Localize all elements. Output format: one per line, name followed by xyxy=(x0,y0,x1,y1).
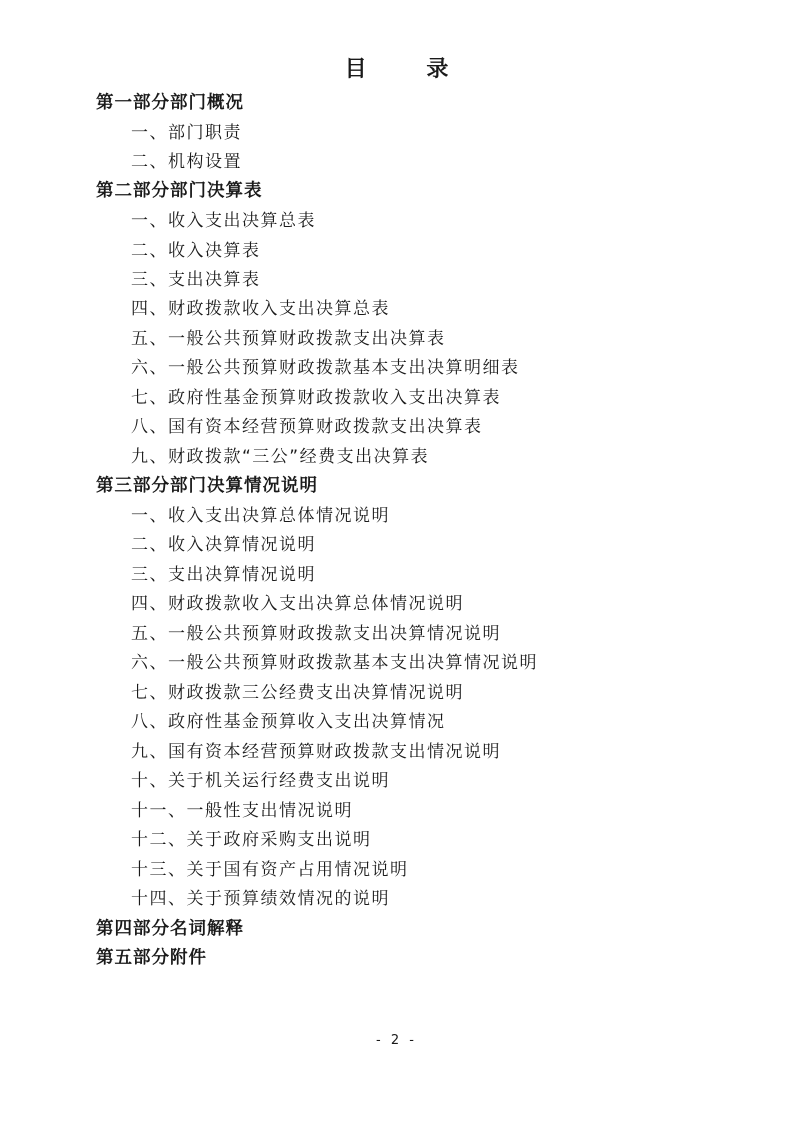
toc-entry: 七、财政拨款三公经费支出决算情况说明 xyxy=(131,683,464,703)
toc-entry: 三、支出决算情况说明 xyxy=(131,565,316,585)
toc-entry: 一、部门职责 xyxy=(131,123,242,143)
toc-entry: 二、机构设置 xyxy=(131,152,242,172)
toc-part-heading: 第四部分名词解释 xyxy=(96,919,244,939)
toc-title xyxy=(0,52,793,83)
toc-entry: 二、收入决算表 xyxy=(131,241,261,261)
toc-entry: 十三、关于国有资产占用情况说明 xyxy=(131,860,409,880)
toc-entry: 二、收入决算情况说明 xyxy=(131,535,316,555)
toc-entry: 八、政府性基金预算收入支出决算情况 xyxy=(131,712,446,732)
toc-part-heading: 第三部分部门决算情况说明 xyxy=(96,476,318,496)
toc-entry: 十一、一般性支出情况说明 xyxy=(131,801,353,821)
toc-title-text: 目 录 xyxy=(344,57,475,82)
toc-entry: 一、收入支出决算总表 xyxy=(131,211,316,231)
toc-entry: 五、一般公共预算财政拨款支出决算情况说明 xyxy=(131,624,501,644)
toc-entry: 七、政府性基金预算财政拨款收入支出决算表 xyxy=(131,388,501,408)
toc-part-heading: 第一部分部门概况 xyxy=(96,93,244,113)
toc-entry: 三、支出决算表 xyxy=(131,270,261,290)
toc-entry: 十、关于机关运行经费支出说明 xyxy=(131,771,390,791)
toc-entry: 九、财政拨款“三公”经费支出决算表 xyxy=(131,447,430,467)
toc-entry: 一、收入支出决算总体情况说明 xyxy=(131,506,390,526)
toc-part-heading: 第五部分附件 xyxy=(96,948,207,968)
toc-entry: 四、财政拨款收入支出决算总体情况说明 xyxy=(131,594,464,614)
toc-entry: 十二、关于政府采购支出说明 xyxy=(131,830,372,850)
toc-entry: 四、财政拨款收入支出决算总表 xyxy=(131,299,390,319)
toc-entry: 六、一般公共预算财政拨款基本支出决算明细表 xyxy=(131,358,520,378)
toc-entry: 六、一般公共预算财政拨款基本支出决算情况说明 xyxy=(131,653,538,673)
toc-entry: 八、国有资本经营预算财政拨款支出决算表 xyxy=(131,417,483,437)
toc-entry: 九、国有资本经营预算财政拨款支出情况说明 xyxy=(131,742,501,762)
toc-part-heading: 第二部分部门决算表 xyxy=(96,181,263,201)
toc-entry: 五、一般公共预算财政拨款支出决算表 xyxy=(131,329,446,349)
page-number: - 2 - xyxy=(376,1033,417,1048)
toc-entry: 十四、关于预算绩效情况的说明 xyxy=(131,889,390,909)
